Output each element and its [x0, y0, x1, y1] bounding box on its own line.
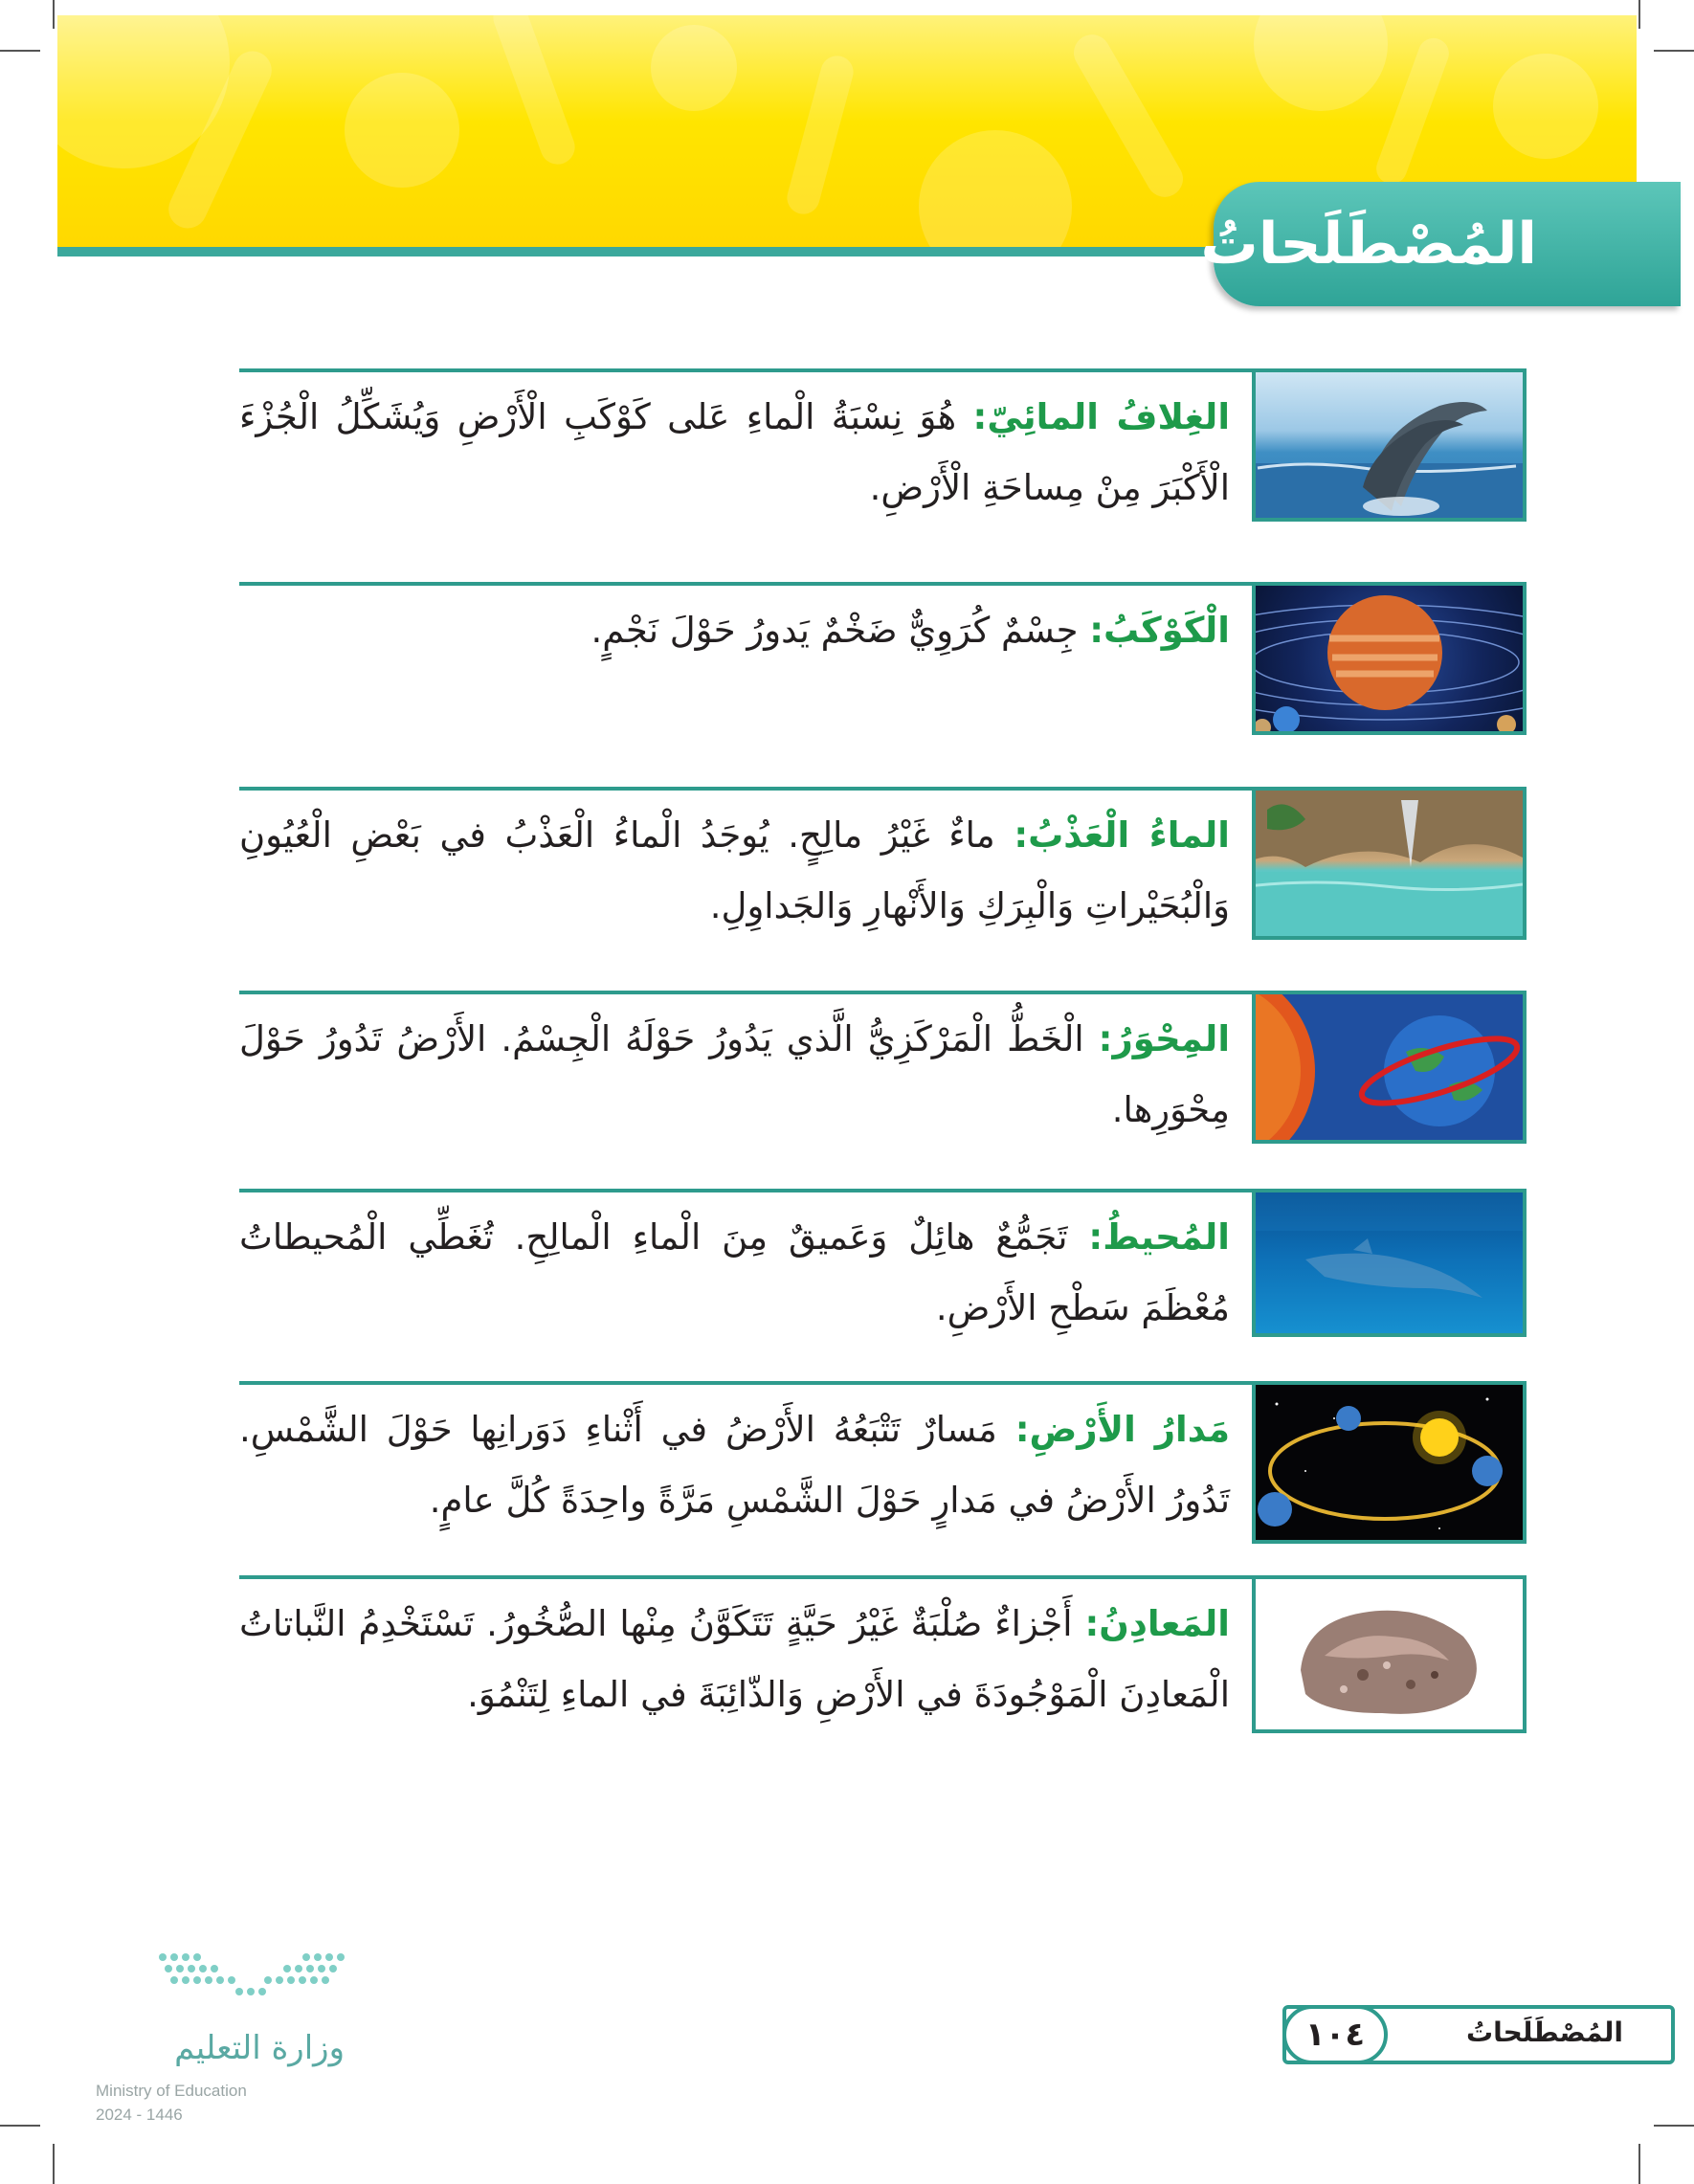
- crop-mark: [1638, 2144, 1640, 2184]
- entry-text: [239, 1394, 1230, 1536]
- entry-text: [239, 1589, 1230, 1730]
- planet-photo: [1252, 582, 1527, 735]
- entry-definition: أَجْزاءٌ صُلْبَةٌ غَيْرُ حَيَّةٍ تَتَكَوَّنُ مِنْها الصُّخُورُ. تَسْتَخْدِمُ النَّباتاتُ الْمَعادِنَ الْمَوْجُودَةَ في الأَرْضِ وَالذّائِبَةَ في الماءِ لِتَنْمُوَ.: [239, 1603, 1230, 1715]
- entry-definition: هُوَ نِسْبَةُ الْماءِ عَلى كَوْكَبِ الْأَرْضِ وَيُشَكِّلُ الْجُزْءَ الْأَكْبَرَ مِنْ مِساحَةِ الْأَرْضِ.: [239, 396, 1230, 508]
- crop-mark: [0, 50, 40, 52]
- ocean-photo: [1252, 1189, 1527, 1337]
- ministry-name-ar: وزارة التعليم: [174, 2029, 345, 2067]
- title-tab: [1200, 182, 1681, 306]
- glossary-entry: [239, 1189, 1527, 1337]
- crop-mark: [1654, 2125, 1694, 2127]
- entry-term: الْكَوْكَبُ:: [1089, 610, 1230, 651]
- entry-definition: ماءٌ غَيْرُ مالِحٍ. يُوجَدُ الْماءُ الْعَذْبُ في بَعْضِ الْعُيُونِ وَالْبُحَيْراتِ وَالْبِرَكِ وَالأَنْهارِ وَالجَداوِلِ.: [239, 814, 1230, 926]
- glossary-entry: [239, 368, 1527, 522]
- glossary-entry: [239, 582, 1527, 735]
- entry-definition: الْخَطُّ الْمَرْكَزِيُّ الَّذي يَدُورُ حَوْلَهُ الْجِسْمُ. الأَرْضُ تَدُورُ حَوْلَ مِحْوَرِها.: [239, 1018, 1230, 1130]
- crop-mark: [53, 2144, 55, 2184]
- crop-mark: [0, 2125, 40, 2127]
- entry-definition: تَجَمُّعٌ هائِلٌ وَعَميقٌ مِنَ الْماءِ الْمالِحِ. تُغَطِّي الْمُحيطاتُ مُعْظَمَ سَطْحِ الأَرْضِ.: [239, 1216, 1230, 1328]
- entry-term: الغِلافُ المائِيّ:: [972, 396, 1231, 437]
- ministry-logo: [96, 1948, 345, 2129]
- glossary-entry: [239, 1381, 1527, 1544]
- entry-definition: مَسارٌ تَتْبَعُهُ الأَرْضُ في أَثْناءِ دَوَرانِها حَوْلَ الشَّمْسِ. تَدُورُ الأَرْضُ في مَدارٍ حَوْلَ الشَّمْسِ مَرَّةً واحِدَةً كُلَّ عامٍ.: [239, 1409, 1230, 1521]
- ocean-dolphin-icon: [1252, 1192, 1523, 1337]
- ministry-name-en: Ministry of Education: [96, 2082, 247, 2100]
- ministry-dots-icon: [153, 1948, 345, 2005]
- crop-mark: [1638, 0, 1640, 29]
- dolphin-photo: [1252, 368, 1527, 522]
- crop-mark: [53, 0, 55, 29]
- entry-term: المَعادِنُ:: [1084, 1603, 1230, 1644]
- ministry-year: 2024 - 1446: [96, 2106, 183, 2124]
- page-number-pill: [1282, 2005, 1388, 2064]
- entry-term: المُحيطُ:: [1088, 1216, 1230, 1258]
- fresh-water-icon: [1252, 791, 1523, 940]
- dolphin-icon: [1252, 372, 1523, 522]
- glossary-entry: [239, 787, 1527, 940]
- entry-definition: جِسْمٌ كُرَوِيٌّ ضَخْمٌ يَدورُ حَوْلَ نَجْمٍ.: [591, 610, 1090, 651]
- earth-axis-icon: [1252, 994, 1523, 1144]
- entry-term: الماءُ الْعَذْبُ:: [1014, 814, 1230, 856]
- planet-icon: [1252, 586, 1523, 735]
- entry-text: [239, 382, 1230, 524]
- earth-orbit-photo: [1252, 1381, 1527, 1544]
- entry-text: [239, 1202, 1230, 1344]
- entry-text: [239, 1004, 1230, 1146]
- rock-photo: [1252, 1575, 1527, 1733]
- entry-text: [239, 595, 1230, 666]
- page-title: المُصْطَلَحاتُ: [1200, 211, 1537, 278]
- earth-axis-photo: [1252, 991, 1527, 1144]
- crop-mark: [1654, 50, 1694, 52]
- earth-orbit-icon: [1252, 1385, 1523, 1544]
- entry-text: [239, 800, 1230, 942]
- entry-term: المِحْوَرُ:: [1098, 1018, 1230, 1059]
- rock-icon: [1252, 1579, 1523, 1733]
- glossary-entry: [239, 991, 1527, 1144]
- footer-label: المُصْطَلَحاتُ: [1465, 2017, 1623, 2048]
- page-number: ١٠٤: [1304, 2016, 1366, 2054]
- glossary-entry: [239, 1575, 1527, 1733]
- entry-term: مَدارُ الأَرْضِ:: [1014, 1409, 1231, 1450]
- fresh-water-photo: [1252, 787, 1527, 940]
